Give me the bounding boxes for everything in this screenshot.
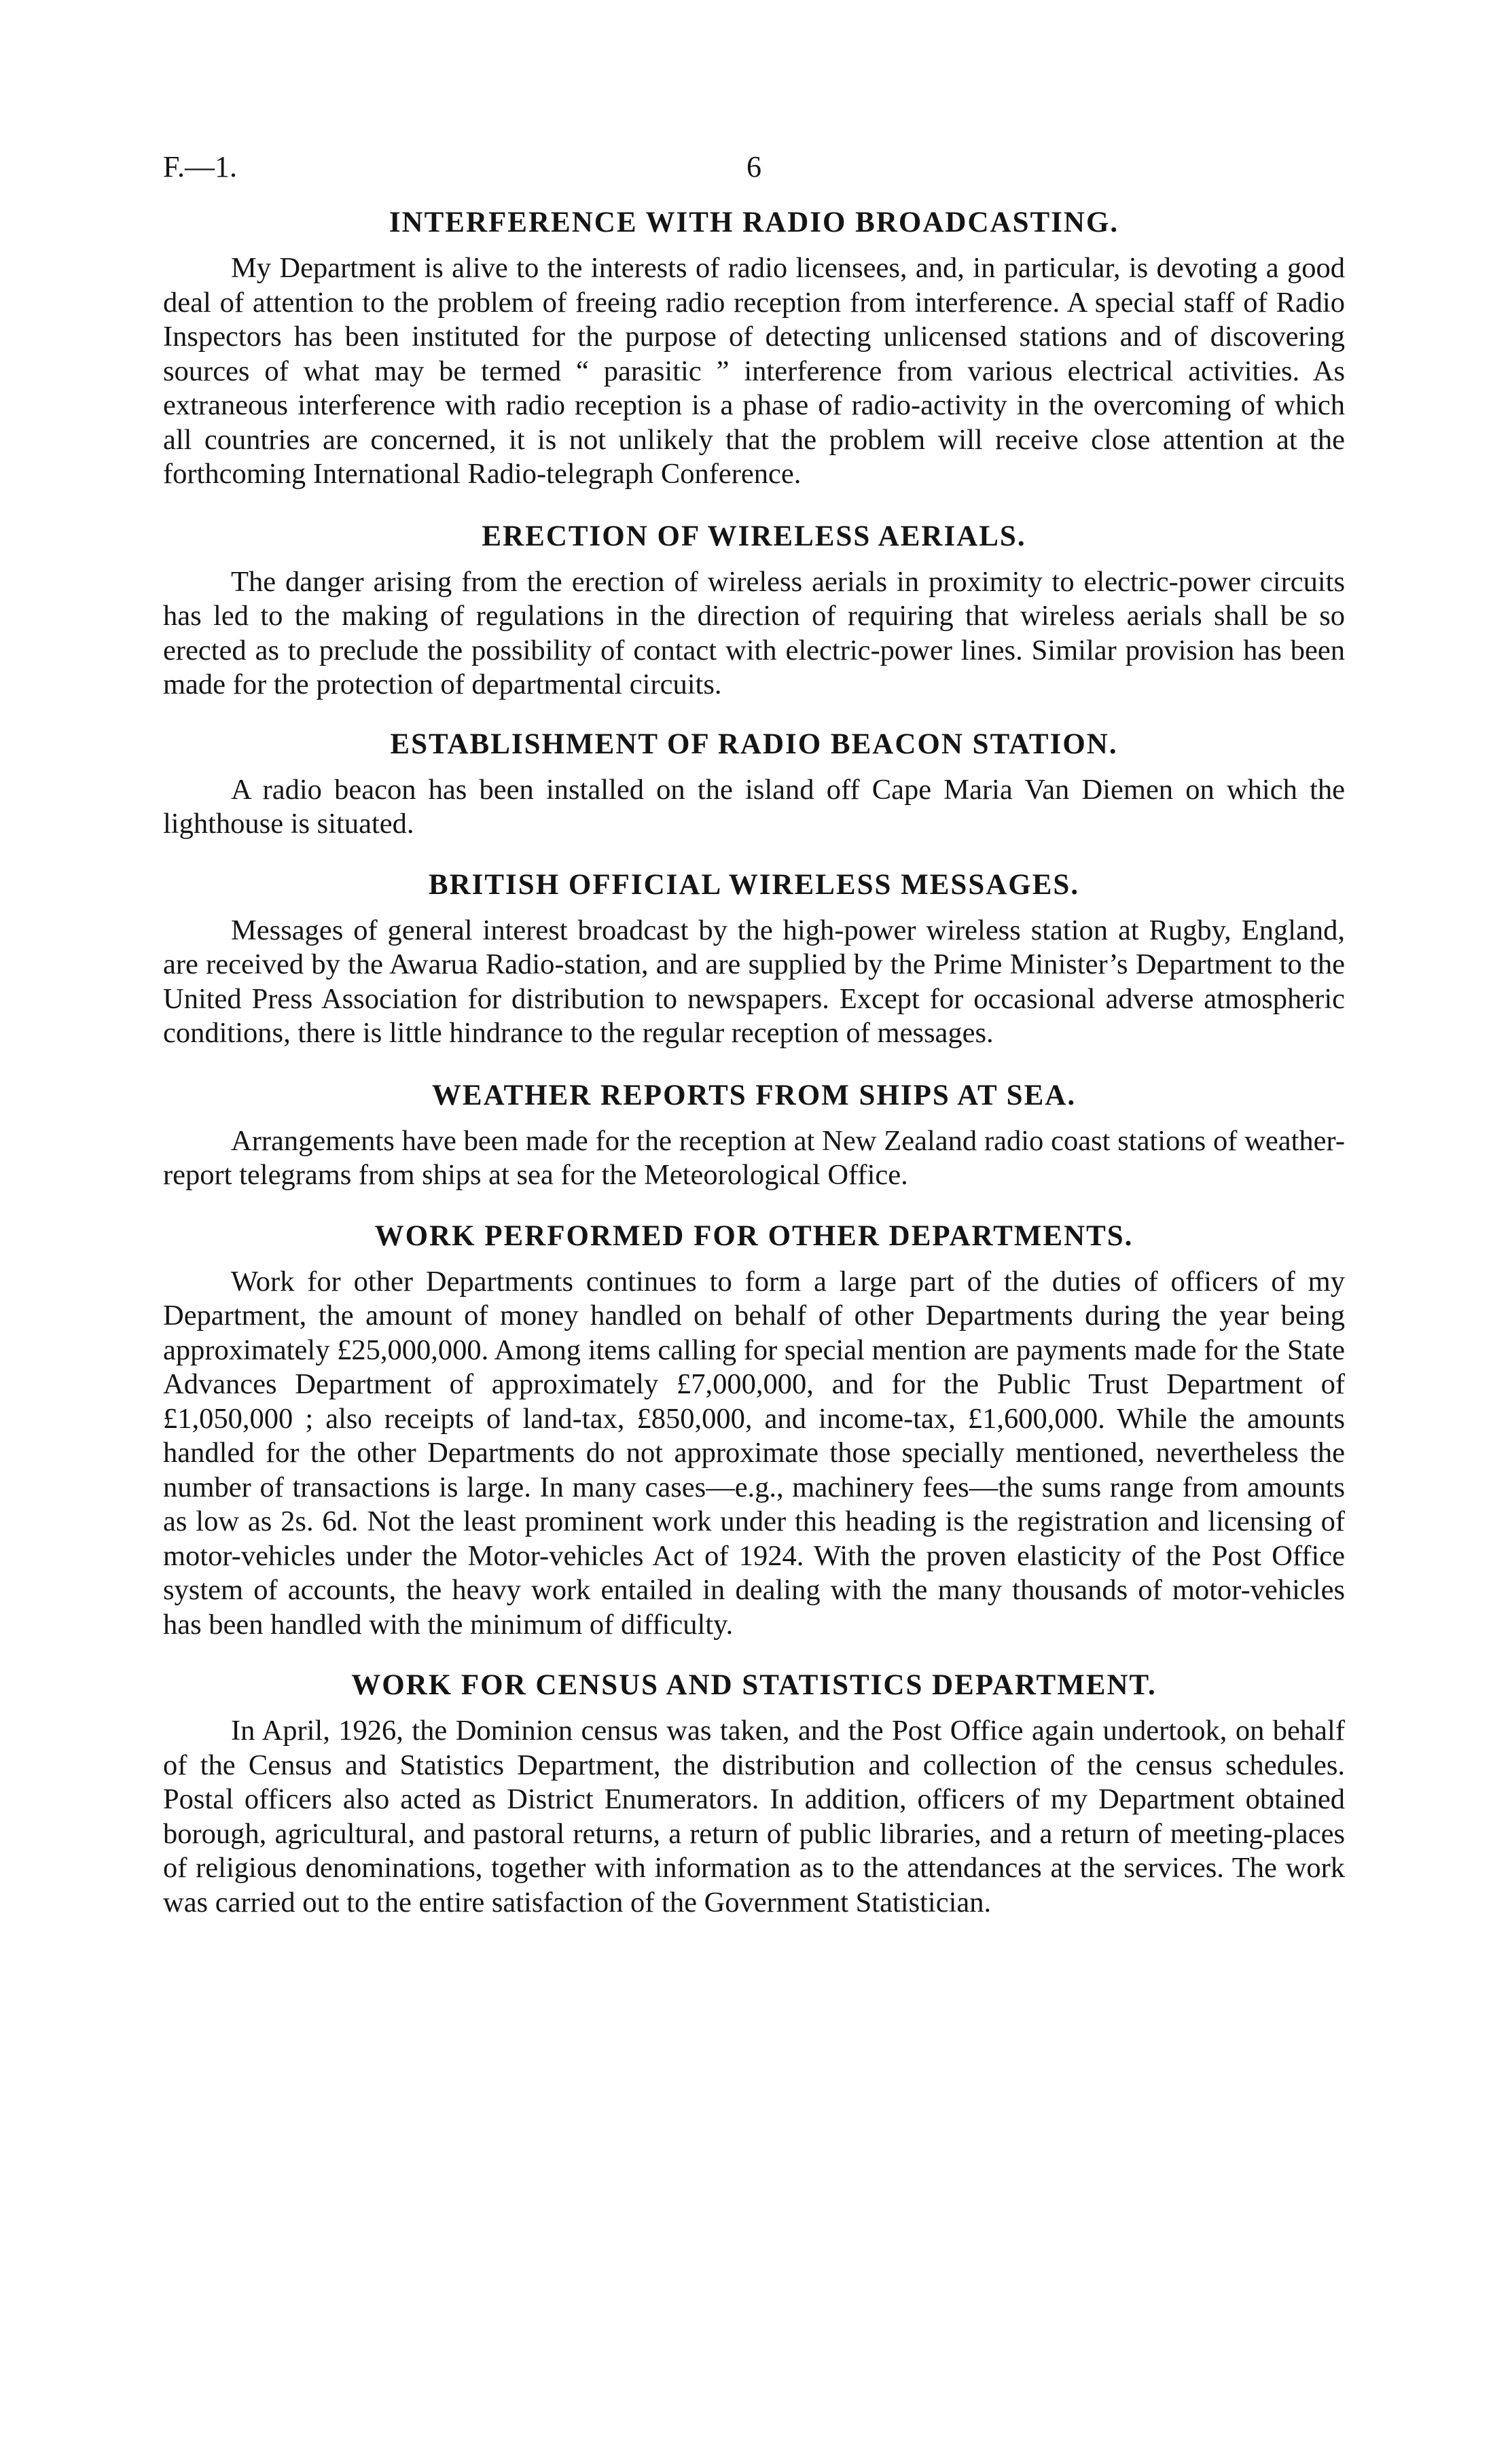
section-heading: WORK FOR CENSUS AND STATISTICS DEPARTMENT.: [351, 1669, 1157, 1701]
section-weather-reports: [163, 1077, 1345, 1193]
document-reference: F.—1.: [163, 150, 237, 183]
section-paragraph: The danger arising from the erection of wireless aerials in proximity to electric-power circuits has led to the making of regulations in the direction of requiring that wireless aerials shall be so erected as to preclude the possibility of contact with electric-power lines. Similar provision has been made for the protection of departmental circuits.: [163, 565, 1345, 700]
section-british-wireless-messages: [163, 866, 1345, 1051]
section-heading: WORK PERFORMED FOR OTHER DEPARTMENTS.: [374, 1219, 1134, 1252]
page-number: 6: [746, 150, 761, 183]
section-paragraph: Work for other Departments continues to form a large part of the duties of officers of my Department, the amount of money handled on behalf of other Departments during the year being approximately £25,000,000. Among items calling for special mention are payments made for the State Advances Department of approximately £7,000,000, and for the Public Trust Department of £1,050,000 ; also receipts of land-tax, £850,000, and income-tax, £1,600,000. While the amounts handled for the other Departments do not approximate those specially mentioned, nevertheless the number of transactions is large. In many cases—e.g., machinery fees—the sums range from amounts as low as 2s. 6d. Not the least prominent work under this heading is the registration and licensing of motor-vehicles under the Motor-vehicles Act of 1924. With the proven elasticity of the Post Office system of accounts, the heavy work entailed in dealing with the many thousands of motor-vehicles has been handled with the minimum of difficulty.: [163, 1265, 1345, 1641]
section-paragraph: Arrangements have been made for the reception at New Zealand radio coast stations of weather-report telegrams from ships at sea for the Meteorological Office.: [163, 1124, 1345, 1191]
section-paragraph: In April, 1926, the Dominion census was taken, and the Post Office again undertook, on behalf of the Census and Statistics Department, the distribution and collection of the census schedules. Postal officers also acted as District Enumerators. In addition, officers of my Department obtained borough, agricultural, and pastoral returns, a return of public libraries, and a return of meeting-places of religious denominations, together with information as to the attendances at the services. The work was carried out to the entire satisfaction of the Government Statistician.: [163, 1715, 1345, 1918]
document-page: [163, 149, 1345, 1920]
section-heading: ESTABLISHMENT OF RADIO BEACON STATION.: [390, 728, 1118, 760]
section-paragraph: My Department is alive to the interests of radio licensees, and, in particular, is devoting a good deal of attention to the problem of freeing radio reception from interference. A special staff of Radio Inspectors has been instituted for the purpose of detecting unlicensed stations and of discovering sources of what may be termed “ parasitic ” interference from various electrical activities. As extraneous interference with radio reception is a phase of radio-activity in the overcoming of which all countries are concerned, it is not unlikely that the problem will receive close attention at the forthcoming International Radio-telegraph Conference.: [163, 252, 1345, 490]
section-heading: INTERFERENCE WITH RADIO BROADCASTING.: [389, 207, 1119, 238]
section-radio-interference: [163, 204, 1345, 492]
section-heading: BRITISH OFFICIAL WIRELESS MESSAGES.: [428, 868, 1080, 901]
section-paragraph: A radio beacon has been installed on the island off Cape Maria Van Diemen on which the lighthouse is situated.: [163, 773, 1345, 840]
section-census-statistics: [163, 1666, 1345, 1920]
section-radio-beacon: [163, 726, 1345, 842]
page-header: [163, 149, 1345, 204]
section-wireless-aerials: [163, 518, 1345, 702]
section-heading: WEATHER REPORTS FROM SHIPS AT SEA.: [431, 1079, 1077, 1111]
section-heading: ERECTION OF WIRELESS AERIALS.: [482, 520, 1026, 552]
section-paragraph: Messages of general interest broadcast by the high-power wireless station at Rugby, England, are received by the Awarua Radio-station, and are supplied by the Prime Minister’s Department to the United Press Association for distribution to newspapers. Except for occasional adverse atmospheric conditions, there is little hindrance to the regular reception of messages.: [163, 914, 1345, 1049]
section-other-departments: [163, 1217, 1345, 1643]
